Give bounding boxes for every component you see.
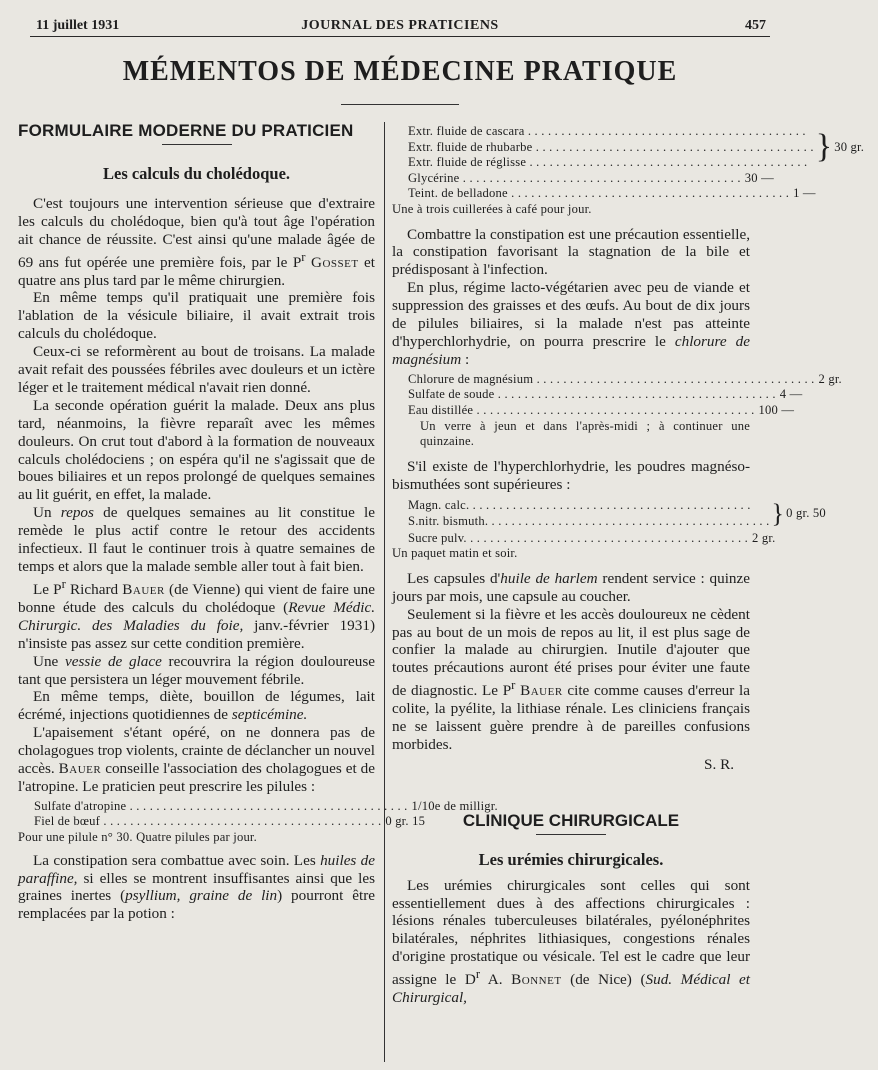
- paragraph: En même temps, diète, bouillon de légumes, lait écrémé, injections quotidiennes de septicémine.: [18, 688, 375, 724]
- formula-potion: [392, 124, 865, 218]
- formula-line: Fiel de bœuf . . . 0 gr. 15: [18, 814, 375, 830]
- formula-line: Sulfate de soude . . . 4 —: [392, 387, 750, 403]
- formula-group: [392, 497, 826, 531]
- paragraph: Un repos de quelques semaines au lit constitue le remède le plus actif contre le retour des accidents infectieux. Il faut le continuer trois à quatre semaines de temps et alors que la malade semble aller tout à fait bien.: [18, 504, 376, 575]
- formula-line: Sucre pulv. . . . 2 gr.: [392, 531, 750, 547]
- formula-line: Glycérine . . . 30 —: [392, 171, 750, 187]
- column-divider: [384, 122, 385, 1062]
- section-rule: [536, 834, 606, 835]
- page-number: 457: [745, 18, 766, 33]
- formula-line: Magn. calc. . . .: [392, 498, 769, 514]
- paragraph: Ceux-ci se reformèrent au bout de troisans. La malade avait refait des poussées fébriles avec douleurs et un ictère léger et le traitement médical n'avait rien donné.: [18, 343, 375, 396]
- paragraph: En même temps qu'il pratiquait une première fois l'ablation de la vésicule biliaire, il avait extrait trois calculs du cholédoque.: [18, 289, 375, 343]
- formula-line: Eau distillée . . . 100 —: [392, 403, 750, 419]
- formula-line: Chlorure de magnésium . . . 2 gr.: [392, 372, 750, 388]
- paragraph: Le $P^r$ Richard Bauer (de Vienne) qui vient de faire une bonne étude des calculs du cholédoque (Revue Médic. Chirurgic. des Maladies du foie, janv.-février 1931) n'insiste pas assez sur cette condition première.: [18, 576, 376, 652]
- brace: }: [815, 128, 833, 166]
- formula-pills: [18, 798, 498, 846]
- header-date: 11 juillet 1931: [36, 18, 120, 33]
- section-rule: [162, 144, 232, 145]
- paragraph: En plus, régime lacto-végétarien avec peu de viande et suppression des graisses et des œufs. Au bout de dix jours de pilules biliaires, si la malade n'est pas atteinte d'hyperchlorhydrie, on pourra prescrire le chlorure de magnésium :: [392, 279, 750, 368]
- formula-line: Sulfate d'atropine . . . 1/10e de milligr.: [18, 799, 375, 815]
- article-subheading: Les urémies chirurgicales.: [478, 849, 664, 869]
- formula-line: Teint. de belladone . . . 1 —: [392, 186, 750, 202]
- formula-line: Extr. fluide de cascara . . .: [392, 124, 814, 140]
- paragraph: Combattre la constipation est une précaution essentielle, la constipation favorisant la stagnation de la bile et prédisposant à l'infection.: [392, 225, 750, 279]
- formula-note: Un paquet matin et soir.: [392, 546, 518, 561]
- paragraph: Une vessie de glace recouvrira la région douloureuse tant que persistera un léger mouvement fébrile.: [18, 652, 375, 688]
- paragraph: Les urémies chirurgicales sont celles qui sont essentiellement dues à des affections chirurgicales : lésions rénales tuberculeuses bilatérales, pyélonéphrites bilatérales, néphrites lithiasiques, congestions rénales d'origine prostatique ou vésicale. Tel est le cadre que leur assigne le $D^r$ A. Bonnet (de Nice) (Sud. Médical et Chirurgical,: [392, 876, 750, 1007]
- paragraph: La seconde opération guérit la malade. Deux ans plus tard, néanmoins, la fièvre reparaît avec les mêmes douleurs. On crut tout d'abord à la formation de nouveaux calculs cholédociens ; on espéra qu'il ne s'agissait que de boues biliaires et un repos prolongé de quelques semaines au lit guérit, en effet, la malade.: [18, 396, 375, 504]
- journal-name: JOURNAL DES PRATICIENS: [301, 18, 499, 33]
- formula-magnesium: [392, 371, 842, 450]
- group-quantity: 30 gr.: [834, 139, 865, 154]
- formula-powders: [392, 497, 826, 562]
- paragraph: Les capsules d'huile de harlem rendent service : quinze jours par mois, une capsule au coucher.: [392, 569, 751, 605]
- page-title: MÉMENTOS DE MÉDECINE PRATIQUE: [122, 56, 678, 87]
- paragraph: Seulement si la fièvre et les accès douloureux ne cèdent pas au bout de un mois de repos au lit, il est plus sage de confier la malade au chirurgien. Inutile d'ajouter que toutes précautions auront été prises pour éviter une faute de diagnostic. Le $P^r$ Bauer cite comme causes d'erreur la colite, la pyélite, la lithiase rénale. Les cliniciens français ne se laissent guère prendre à de pareilles confusions morbides.: [392, 605, 751, 753]
- formula-line: Extr. fluide de réglisse . . .: [392, 155, 814, 171]
- formula-note: Une à trois cuillerées à café pour jour.: [392, 201, 592, 216]
- section-heading-formulaire: FORMULAIRE MODERNE DU PRATICIEN: [18, 121, 354, 140]
- running-header: [30, 14, 770, 37]
- formula-note: Pour une pilule n° 30. Quatre pilules par jour.: [18, 830, 257, 845]
- formula-line: S.nitr. bismuth. . . .: [392, 514, 769, 530]
- formula-line: Extr. fluide de rhubarbe . . .: [392, 140, 814, 156]
- article-subheading: Les calculs du cholédoque.: [102, 163, 291, 183]
- brace: }: [771, 498, 785, 528]
- section-heading-clinique: CLINIQUE CHIRURGICALE: [462, 810, 680, 830]
- group-quantity: 0 gr. 50: [786, 505, 826, 520]
- title-rule: [341, 104, 459, 105]
- paragraph: C'est toujours une intervention sérieuse que d'extraire les calculs du cholédoque, bien qu'à tout âge l'opération ait chance de réussite. C'est ainsi qu'une malade âgée de 69 ans fut opérée une première fois, par le $P^r$ Gosset et quatre ans plus tard par le même chirurgien.: [18, 194, 376, 289]
- paragraph: L'apaisement s'étant opéré, on ne donnera pas de cholagogues trop violents, crainte de déclancher un nouvel accès. Bauer conseille l'association des cholagogues et de l'atropine. Le praticien peut prescrire les pilules :: [18, 724, 376, 795]
- signature: S. R.: [704, 755, 734, 773]
- formula-group: [392, 124, 865, 171]
- paragraph: S'il existe de l'hyperchlorhydrie, les poudres magnéso-bismuthées sont supérieures :: [392, 457, 750, 493]
- paragraph: La constipation sera combattue avec soin. Les huiles de paraffine, si elles se montrent insuffisantes ainsi que les graines inertes (psyllium, graine de lin) pourront être remplacées par la potion :: [18, 851, 375, 923]
- formula-note: Un verre à jeun et dans l'après-midi ; à continuer une quinzaine.: [420, 418, 750, 449]
- right-column: [392, 124, 865, 1062]
